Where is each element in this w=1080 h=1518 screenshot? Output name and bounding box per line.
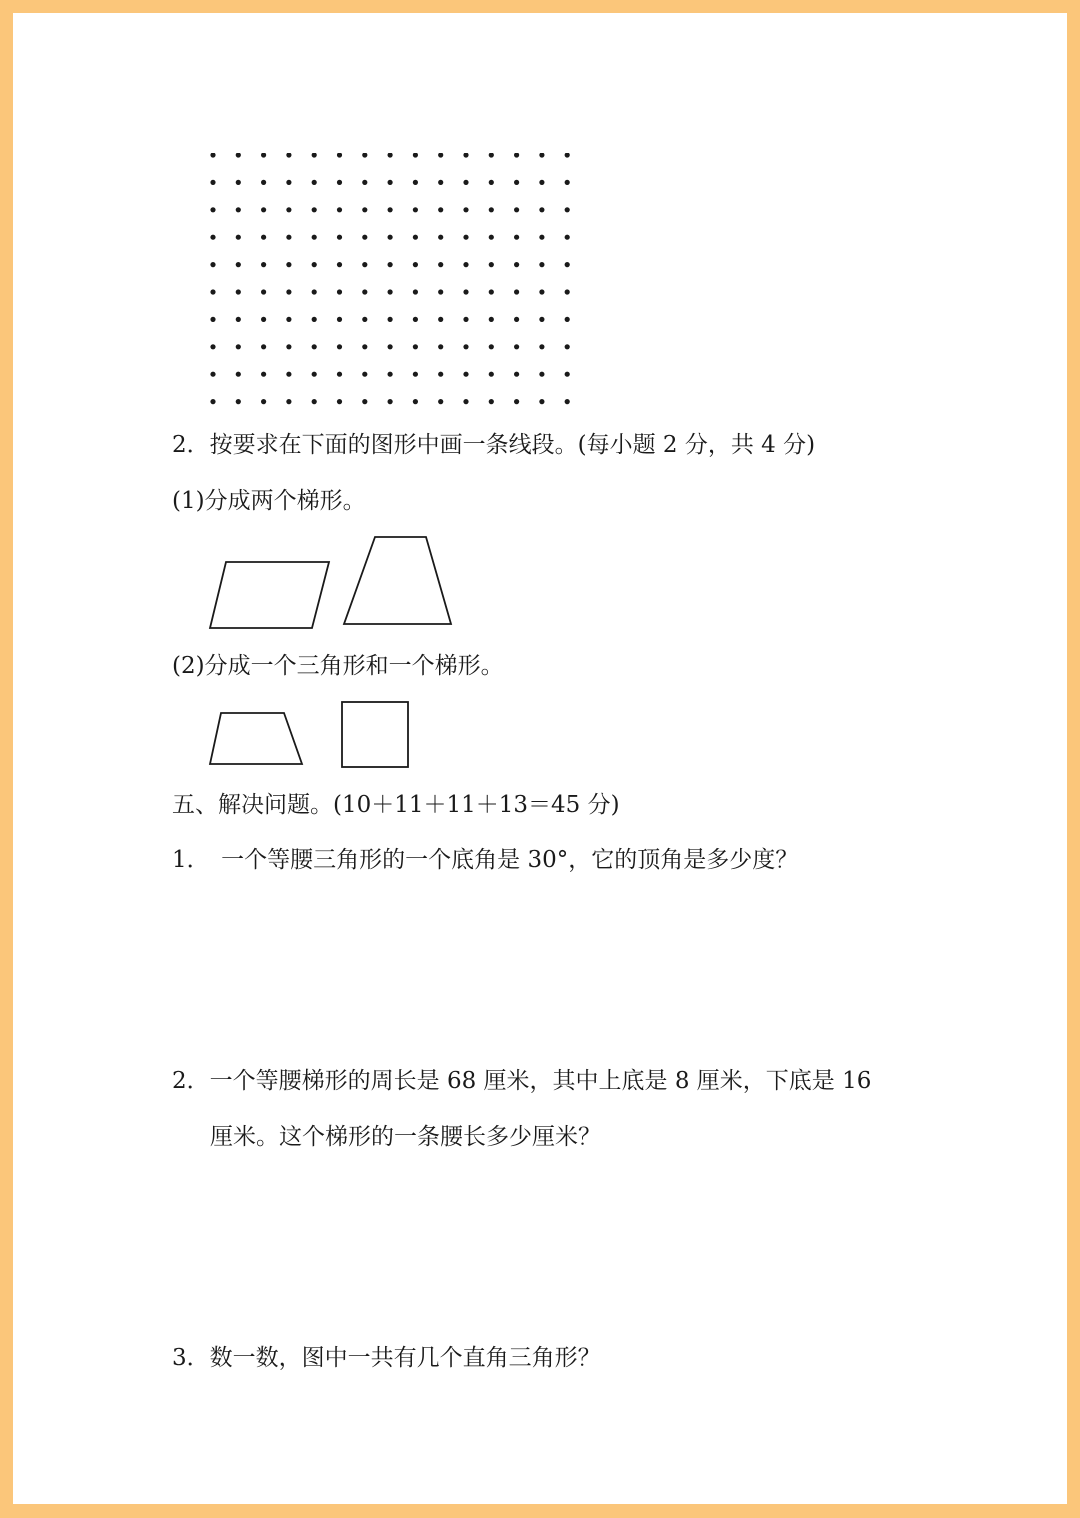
grid-dot (362, 372, 367, 377)
question-4-2-part1: (1)分成两个梯形。 (172, 488, 366, 514)
grid-dot (438, 180, 443, 185)
problem-1: 1． 一个等腰三角形的一个底角是 30°，它的顶角是多少度？ (172, 847, 799, 873)
grid-dot (286, 262, 291, 267)
grid-dot (362, 262, 367, 267)
grid-dot (286, 235, 291, 240)
grid-dot (210, 399, 215, 404)
problem-2-line2: 厘米。这个梯形的一条腰长多少厘米？ (210, 1124, 601, 1150)
grid-dot (236, 262, 241, 267)
problem-3: 3．数一数，图中一共有几个直角三角形？ (172, 1345, 601, 1371)
grid-dot (210, 317, 215, 322)
grid-dot (236, 317, 241, 322)
grid-dot (565, 180, 570, 185)
grid-dot (565, 289, 570, 294)
grid-dot (489, 399, 494, 404)
parallelogram-shape (210, 562, 329, 628)
grid-dot (539, 372, 544, 377)
grid-dot (286, 399, 291, 404)
grid-dot (413, 372, 418, 377)
grid-dot (489, 180, 494, 185)
grid-dot (463, 262, 468, 267)
grid-dot (565, 372, 570, 377)
grid-dot (438, 235, 443, 240)
grid-dot (337, 235, 342, 240)
grid-dot (261, 344, 266, 349)
grid-dot (413, 289, 418, 294)
grid-dot (489, 289, 494, 294)
grid-dot (539, 153, 544, 158)
grid-dot (565, 399, 570, 404)
grid-dot (312, 317, 317, 322)
grid-dot (438, 289, 443, 294)
grid-dot (565, 153, 570, 158)
grid-dot (388, 180, 393, 185)
grid-dot (286, 317, 291, 322)
grid-dot (337, 372, 342, 377)
grid-dot (362, 289, 367, 294)
grid-dot (463, 344, 468, 349)
grid-dot (514, 372, 519, 377)
grid-dot (210, 180, 215, 185)
grid-dot (337, 262, 342, 267)
grid-dot (236, 235, 241, 240)
grid-dot (388, 372, 393, 377)
shapes-part2 (207, 697, 427, 773)
grid-dot (463, 289, 468, 294)
grid-dot (236, 180, 241, 185)
grid-dot (261, 235, 266, 240)
grid-dot (210, 372, 215, 377)
grid-dot (286, 344, 291, 349)
grid-dot (514, 262, 519, 267)
grid-dot (261, 289, 266, 294)
grid-dot (261, 372, 266, 377)
grid-dot (438, 344, 443, 349)
grid-dot (312, 235, 317, 240)
grid-dot (236, 344, 241, 349)
grid-dot (438, 207, 443, 212)
grid-dot (337, 344, 342, 349)
grid-dot (565, 344, 570, 349)
grid-dot (388, 399, 393, 404)
grid-dot (286, 207, 291, 212)
grid-dot (539, 399, 544, 404)
grid-dot (362, 153, 367, 158)
grid-dot (539, 180, 544, 185)
grid-dot (261, 207, 266, 212)
grid-dot (312, 399, 317, 404)
grid-dot (337, 153, 342, 158)
grid-dot (337, 180, 342, 185)
grid-dot (463, 372, 468, 377)
grid-dot (261, 399, 266, 404)
grid-dot (388, 344, 393, 349)
grid-dot (362, 399, 367, 404)
grid-dot (388, 235, 393, 240)
grid-dot (514, 153, 519, 158)
grid-dot (261, 317, 266, 322)
grid-dot (489, 207, 494, 212)
grid-dot (438, 262, 443, 267)
grid-dot (286, 153, 291, 158)
grid-dot (438, 317, 443, 322)
grid-dot (210, 235, 215, 240)
grid-dot (489, 262, 494, 267)
grid-dot (413, 399, 418, 404)
grid-dot (489, 235, 494, 240)
grid-dot (539, 207, 544, 212)
grid-dot (210, 289, 215, 294)
grid-dot (463, 235, 468, 240)
grid-dot (312, 344, 317, 349)
grid-dot (539, 262, 544, 267)
grid-dot (337, 207, 342, 212)
grid-dot (362, 180, 367, 185)
grid-dot (362, 235, 367, 240)
grid-dot (236, 372, 241, 377)
grid-dot (514, 317, 519, 322)
grid-dot (539, 317, 544, 322)
grid-dot (565, 262, 570, 267)
grid-dot (438, 153, 443, 158)
grid-dot (362, 207, 367, 212)
grid-dot (463, 153, 468, 158)
grid-dot (413, 207, 418, 212)
grid-dot (312, 372, 317, 377)
grid-dot (489, 372, 494, 377)
grid-dot (514, 207, 519, 212)
grid-dot (362, 317, 367, 322)
grid-dot (388, 262, 393, 267)
grid-dot (463, 399, 468, 404)
grid-dot (210, 207, 215, 212)
grid-dot (337, 399, 342, 404)
grid-dot (413, 153, 418, 158)
worksheet-page (13, 13, 1067, 1504)
grid-dot (210, 344, 215, 349)
question-4-2-heading: 2．按要求在下面的图形中画一条线段。(每小题 2 分，共 4 分) (172, 432, 816, 458)
dot-grid (209, 153, 589, 433)
grid-dot (261, 180, 266, 185)
grid-dot (514, 180, 519, 185)
grid-dot (236, 207, 241, 212)
grid-dot (312, 153, 317, 158)
grid-dot (236, 153, 241, 158)
grid-dot (312, 262, 317, 267)
grid-dot (413, 344, 418, 349)
grid-dot (413, 180, 418, 185)
grid-dot (286, 180, 291, 185)
grid-dot (388, 289, 393, 294)
section-5-heading: 五、解决问题。(10＋11＋11＋13＝45 分) (172, 792, 620, 818)
grid-dot (388, 317, 393, 322)
grid-dot (489, 153, 494, 158)
grid-dot (514, 235, 519, 240)
grid-dot (312, 180, 317, 185)
grid-dot (438, 372, 443, 377)
grid-dot (388, 207, 393, 212)
grid-dot (565, 207, 570, 212)
trapezoid-shape-small (210, 713, 302, 764)
grid-dot (565, 317, 570, 322)
grid-dot (539, 289, 544, 294)
grid-dot (236, 289, 241, 294)
grid-dot (210, 262, 215, 267)
shapes-part1 (207, 531, 467, 635)
grid-dot (514, 289, 519, 294)
grid-dot (286, 372, 291, 377)
grid-dot (463, 180, 468, 185)
grid-dot (413, 262, 418, 267)
question-4-2-part2: (2)分成一个三角形和一个梯形。 (172, 653, 504, 679)
grid-dot (489, 317, 494, 322)
grid-dot (286, 289, 291, 294)
grid-dot (489, 344, 494, 349)
grid-dot (261, 262, 266, 267)
grid-dot (514, 399, 519, 404)
grid-dot (514, 344, 519, 349)
problem-2-line1: 2．一个等腰梯形的周长是 68 厘米，其中上底是 8 厘米，下底是 16 (172, 1068, 872, 1094)
trapezoid-shape (344, 537, 451, 624)
grid-dot (312, 289, 317, 294)
grid-dot (565, 235, 570, 240)
grid-dot (362, 344, 367, 349)
grid-dot (539, 344, 544, 349)
grid-dot (539, 235, 544, 240)
grid-dot (413, 317, 418, 322)
square-shape (342, 702, 408, 767)
grid-dot (261, 153, 266, 158)
grid-dot (463, 317, 468, 322)
grid-dot (463, 207, 468, 212)
grid-dot (210, 153, 215, 158)
grid-dot (337, 317, 342, 322)
grid-dot (236, 399, 241, 404)
grid-dot (337, 289, 342, 294)
grid-dot (413, 235, 418, 240)
grid-dot (388, 153, 393, 158)
grid-dot (438, 399, 443, 404)
grid-dot (312, 207, 317, 212)
